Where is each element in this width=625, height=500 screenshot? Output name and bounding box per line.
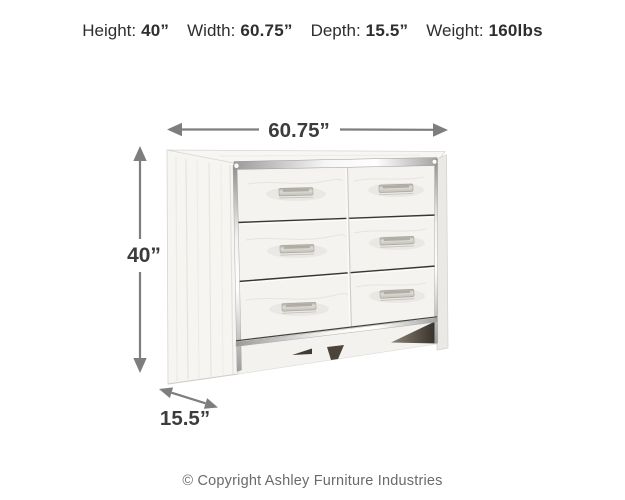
arrowhead-down-icon [133, 358, 146, 373]
left-panel-face [167, 150, 238, 384]
dresser-left-panel [167, 150, 238, 384]
dresser-right-side [437, 155, 448, 350]
depth-dimension [159, 387, 218, 430]
chrome-end-cap-left [234, 163, 239, 168]
spec-height-value: 40” [141, 21, 170, 40]
arrowhead-up-icon [133, 146, 146, 161]
arrowhead-right-icon [433, 123, 448, 136]
spec-depth-value: 15.5” [365, 21, 409, 40]
height-dimension-label: 40” [127, 244, 161, 267]
spec-width-value: 60.75” [240, 21, 293, 40]
copyright-text: © Copyright Ashley Furniture Industries [182, 473, 443, 489]
dresser-front [233, 158, 438, 375]
width-dimension [167, 119, 448, 142]
chrome-right-strip [435, 159, 438, 344]
spec-height-label: Height: [82, 21, 137, 40]
drawer-middle-left [238, 218, 349, 282]
chrome-end-cap-right [432, 159, 437, 164]
arrowhead-left-icon [167, 123, 182, 136]
spec-width-label: Width: [187, 21, 236, 40]
spec-weight-label: Weight: [426, 21, 484, 40]
drawer-top-right [347, 166, 435, 216]
width-dimension-label: 60.75” [268, 119, 330, 142]
depth-arrow-line [172, 393, 206, 404]
dresser-illustration [167, 150, 448, 384]
drawer-top-left [238, 169, 347, 223]
height-dimension [127, 146, 161, 373]
drawer-middle-right [347, 216, 436, 271]
spec-weight-value: 160lbs [488, 21, 543, 40]
depth-dimension-label: 15.5” [159, 407, 211, 430]
spec-depth-label: Depth: [310, 21, 361, 40]
arrowhead-up-left-icon [159, 387, 173, 398]
